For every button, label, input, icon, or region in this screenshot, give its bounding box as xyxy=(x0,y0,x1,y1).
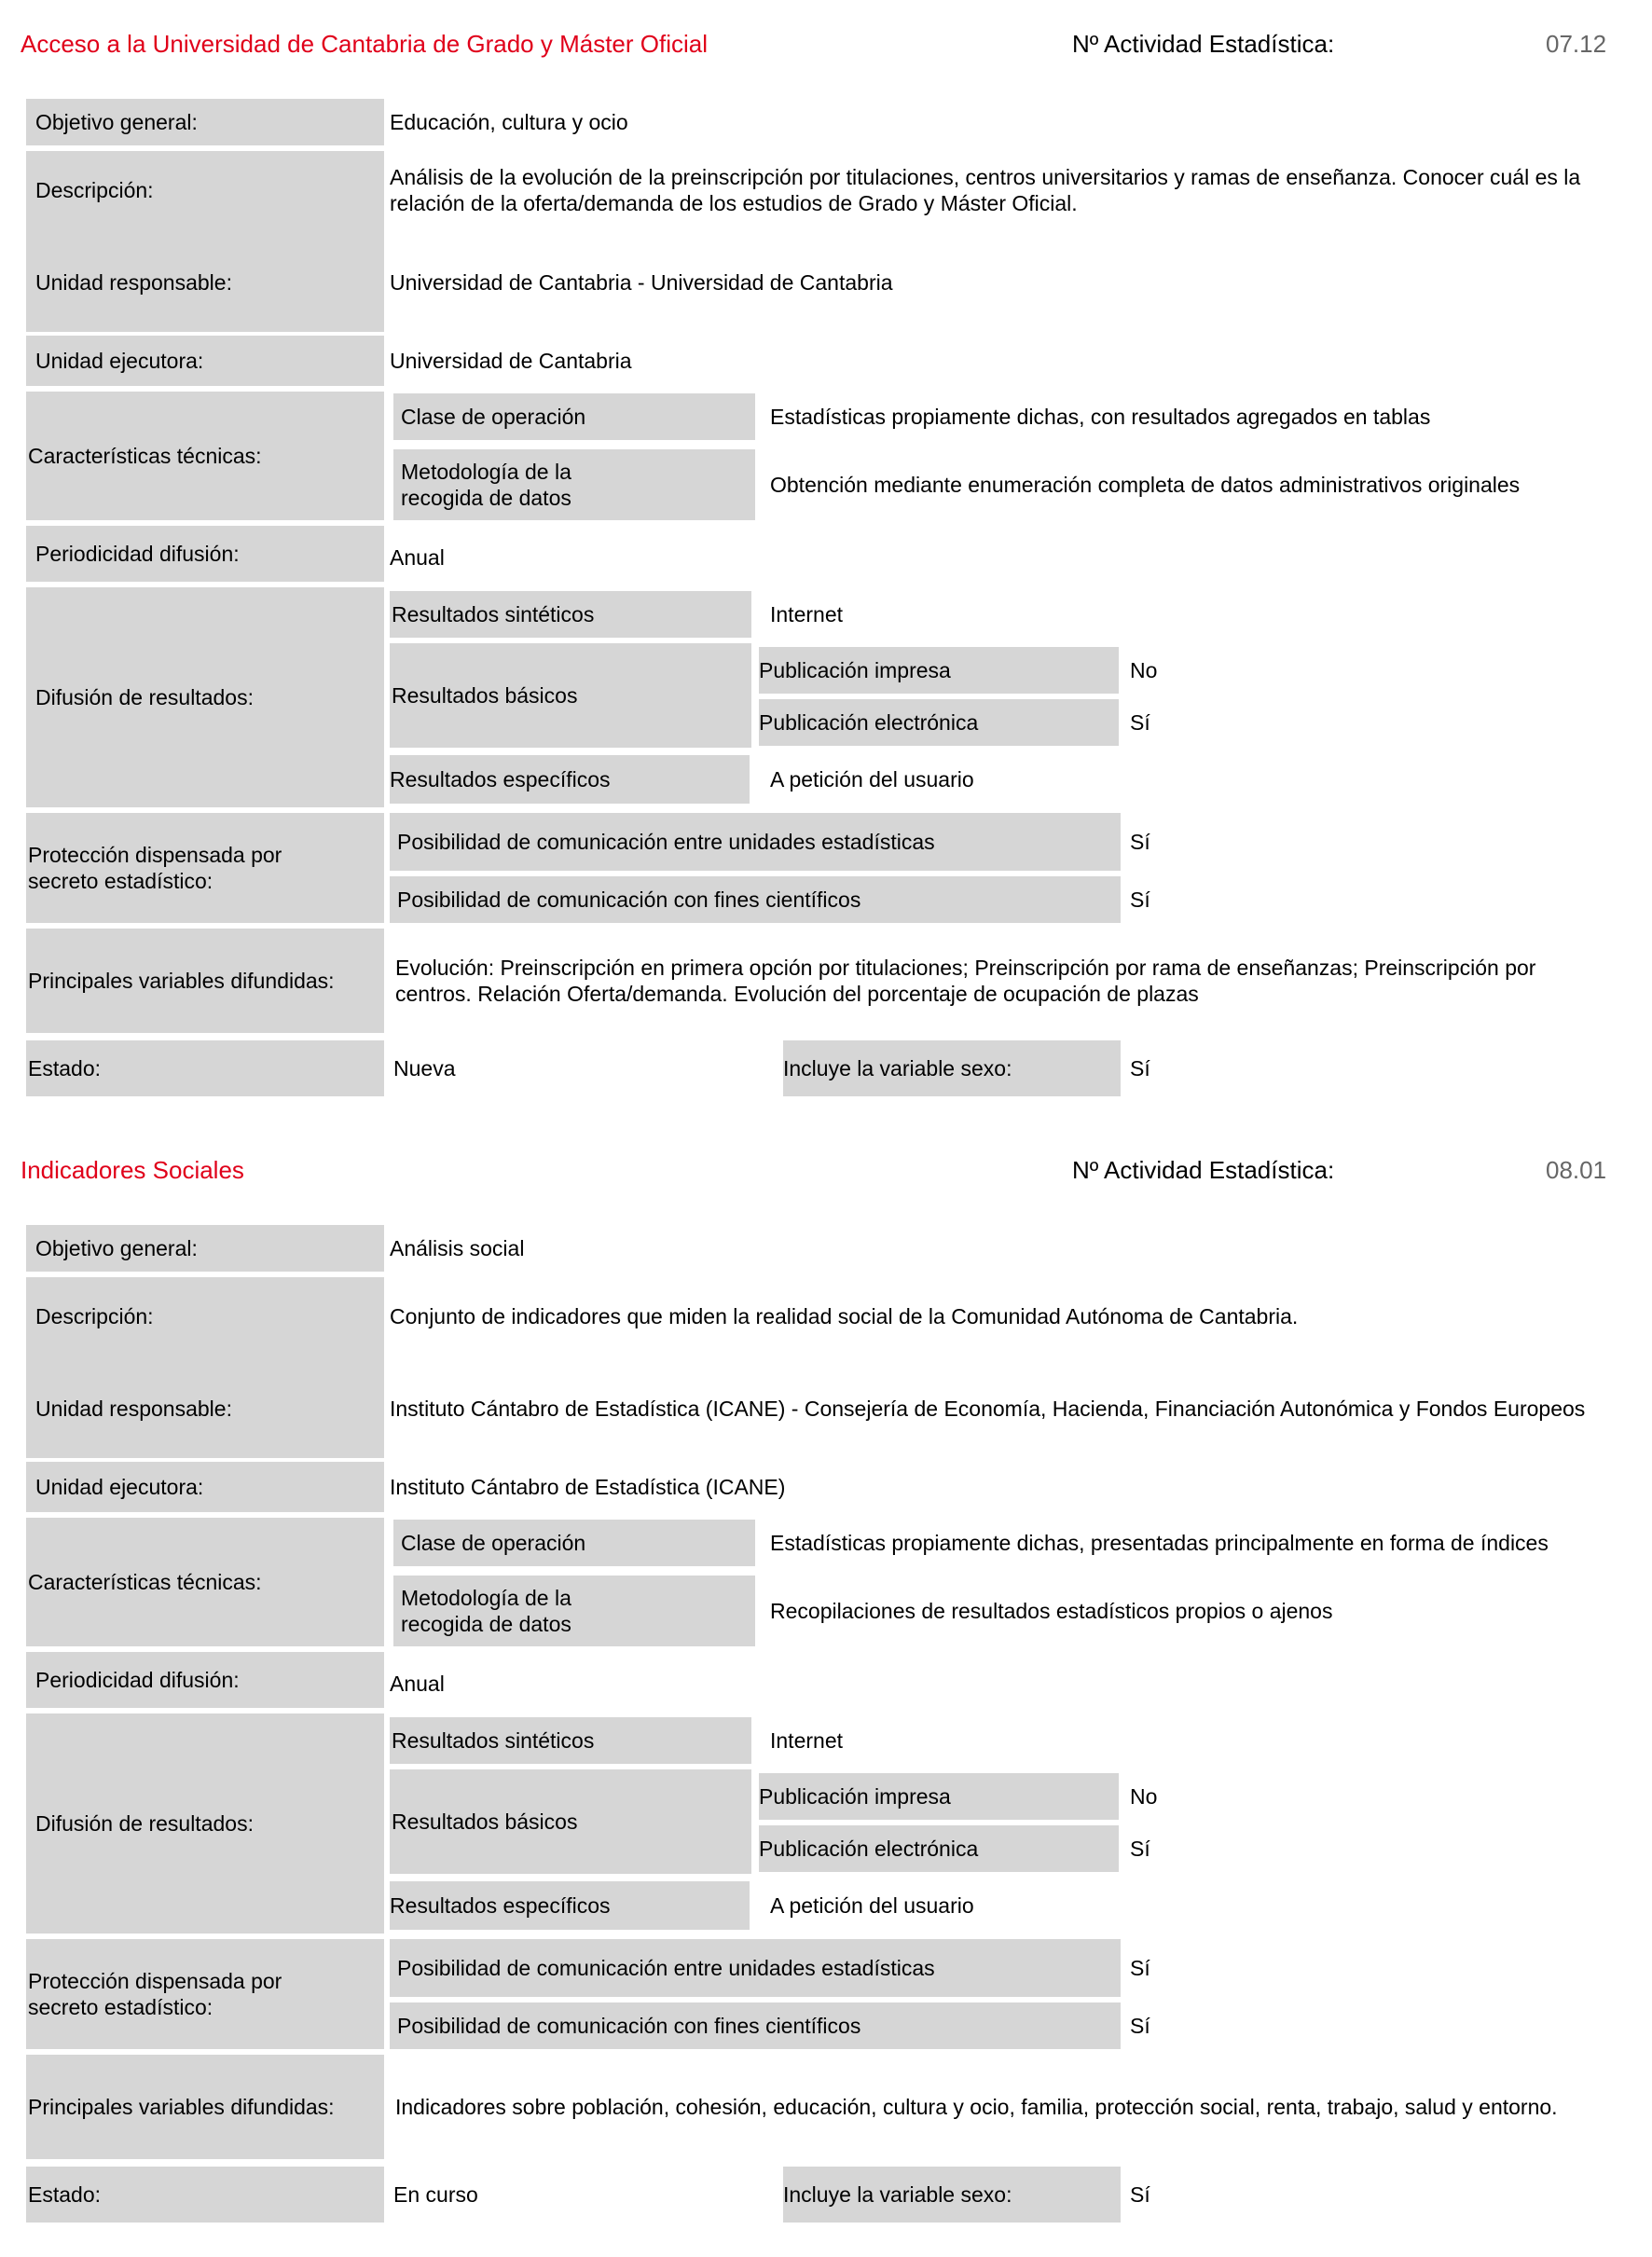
res-especificos-label: Resultados específicos xyxy=(390,755,750,804)
estado-value: En curso xyxy=(393,2182,478,2207)
res-sinteticos-label: Resultados sintéticos xyxy=(390,1717,751,1764)
n-actividad-label: Nº Actividad Estadística: xyxy=(1072,1156,1335,1184)
difusion-label: Difusión de resultados: xyxy=(26,587,384,807)
com-unidades-label: Posibilidad de comunicación entre unidades estadísticas xyxy=(390,1939,1121,1997)
descripcion-value: Análisis de la evolución de la preinscripción por titulaciones, centros universitarios y ramas de enseñanza. Conocer cuál es la relación de la oferta/demanda de los estudios de Grado y Máster Oficial. xyxy=(390,165,1581,215)
variables-value: Indicadores sobre población, cohesión, educación, cultura y ocio, familia, protección social, renta, trabajo, salud y entorno. xyxy=(395,2095,1558,2119)
res-especificos-value: A petición del usuario xyxy=(770,1893,974,1918)
com-cientificos-label: Posibilidad de comunicación con fines científicos xyxy=(390,2002,1121,2049)
metodologia-value: Recopilaciones de resultados estadísticos propios o ajenos xyxy=(770,1599,1333,1623)
pub-electronica-value: Sí xyxy=(1130,1837,1150,1861)
res-basicos-label: Resultados básicos xyxy=(390,1769,751,1874)
clase-operacion-value: Estadísticas propiamente dichas, presentadas principalmente en forma de índices xyxy=(770,1531,1549,1555)
unidad-responsable-label: Unidad responsable: xyxy=(35,1397,232,1421)
pub-impresa-label: Publicación impresa xyxy=(759,1773,1119,1820)
descripcion-value: Conjunto de indicadores que miden la realidad social de la Comunidad Autónoma de Cantabria. xyxy=(390,1304,1299,1328)
incluye-sexo-label: Incluye la variable sexo: xyxy=(783,2167,1121,2223)
estado-value: Nueva xyxy=(393,1056,456,1080)
res-sinteticos-value: Internet xyxy=(770,602,843,626)
unidad-ejecutora-value: Universidad de Cantabria xyxy=(390,349,632,373)
pub-electronica-label: Publicación electrónica xyxy=(759,699,1119,746)
n-actividad-value: 08.01 xyxy=(1546,1156,1607,1184)
periodicidad-label: Periodicidad difusión: xyxy=(26,526,384,582)
objetivo-value: Educación, cultura y ocio xyxy=(390,110,628,134)
clase-operacion-value: Estadísticas propiamente dichas, con resultados agregados en tablas xyxy=(770,405,1431,429)
statistical-activity-section xyxy=(0,0,1652,1119)
section-title: Acceso a la Universidad de Cantabria de Grado y Máster Oficial xyxy=(21,30,709,58)
objetivo-label: Objetivo general: xyxy=(26,1225,384,1272)
metodologia-value: Obtención mediante enumeración completa de datos administrativos originales xyxy=(770,473,1521,497)
com-unidades-value: Sí xyxy=(1130,830,1150,854)
unidad-responsable-value: Universidad de Cantabria - Universidad de Cantabria xyxy=(390,270,893,295)
metodologia-label: Metodología de la recogida de datos xyxy=(393,449,755,520)
com-unidades-label: Posibilidad de comunicación entre unidades estadísticas xyxy=(390,813,1121,871)
unidad-ejecutora-value: Instituto Cántabro de Estadística (ICANE) xyxy=(390,1475,786,1499)
periodicidad-label: Periodicidad difusión: xyxy=(26,1652,384,1708)
caracteristicas-label: Características técnicas: xyxy=(26,392,384,520)
metodologia-label: Metodología de la recogida de datos xyxy=(393,1576,755,1646)
unidad-responsable-value: Instituto Cántabro de Estadística (ICANE) - Consejería de Economía, Hacienda, Financiación Autonómica y Fondos Europeos xyxy=(390,1397,1586,1421)
variables-value: Evolución: Preinscripción en primera opción por titulaciones; Preinscripción por rama de enseñanzas; Preinscripción por centros. Relación Oferta/demanda. Evolución del porcentaje de ocupación de plazas xyxy=(395,956,1536,1006)
unidad-ejecutora-label: Unidad ejecutora: xyxy=(26,1462,384,1512)
pub-impresa-value: No xyxy=(1130,1784,1158,1809)
clase-operacion-label: Clase de operación xyxy=(393,1520,755,1566)
variables-label: Principales variables difundidas: xyxy=(26,2055,384,2159)
objetivo-value: Análisis social xyxy=(390,1236,525,1260)
caracteristicas-label: Características técnicas: xyxy=(26,1518,384,1646)
pub-electronica-label: Publicación electrónica xyxy=(759,1825,1119,1872)
statistical-activity-section xyxy=(0,1126,1652,2245)
com-cientificos-value: Sí xyxy=(1130,888,1150,912)
section-title: Indicadores Sociales xyxy=(21,1156,244,1184)
descripcion-label: Descripción: xyxy=(35,178,154,202)
unidad-ejecutora-label: Unidad ejecutora: xyxy=(26,336,384,386)
pub-impresa-value: No xyxy=(1130,658,1158,682)
com-cientificos-label: Posibilidad de comunicación con fines científicos xyxy=(390,876,1121,923)
res-sinteticos-value: Internet xyxy=(770,1728,843,1753)
incluye-sexo-label: Incluye la variable sexo: xyxy=(783,1040,1121,1096)
estado-label: Estado: xyxy=(26,2167,384,2223)
res-especificos-value: A petición del usuario xyxy=(770,767,974,791)
variables-label: Principales variables difundidas: xyxy=(26,929,384,1033)
objetivo-label: Objetivo general: xyxy=(26,99,384,145)
com-cientificos-value: Sí xyxy=(1130,2014,1150,2038)
pub-electronica-value: Sí xyxy=(1130,710,1150,735)
com-unidades-value: Sí xyxy=(1130,1956,1150,1980)
n-actividad-value: 07.12 xyxy=(1546,30,1607,58)
res-sinteticos-label: Resultados sintéticos xyxy=(390,591,751,638)
incluye-sexo-value: Sí xyxy=(1130,1056,1150,1080)
proteccion-label: Protección dispensada por secreto estadístico: xyxy=(26,1939,384,2049)
estado-label: Estado: xyxy=(26,1040,384,1096)
res-especificos-label: Resultados específicos xyxy=(390,1881,750,1930)
n-actividad-label: Nº Actividad Estadística: xyxy=(1072,30,1335,58)
incluye-sexo-value: Sí xyxy=(1130,2182,1150,2207)
descripcion-label: Descripción: xyxy=(35,1304,154,1328)
proteccion-label: Protección dispensada por secreto estadístico: xyxy=(26,813,384,923)
periodicidad-value: Anual xyxy=(390,545,445,570)
pub-impresa-label: Publicación impresa xyxy=(759,647,1119,694)
periodicidad-value: Anual xyxy=(390,1672,445,1696)
clase-operacion-label: Clase de operación xyxy=(393,393,755,440)
unidad-responsable-label: Unidad responsable: xyxy=(35,270,232,295)
difusion-label: Difusión de resultados: xyxy=(26,1713,384,1934)
res-basicos-label: Resultados básicos xyxy=(390,643,751,748)
